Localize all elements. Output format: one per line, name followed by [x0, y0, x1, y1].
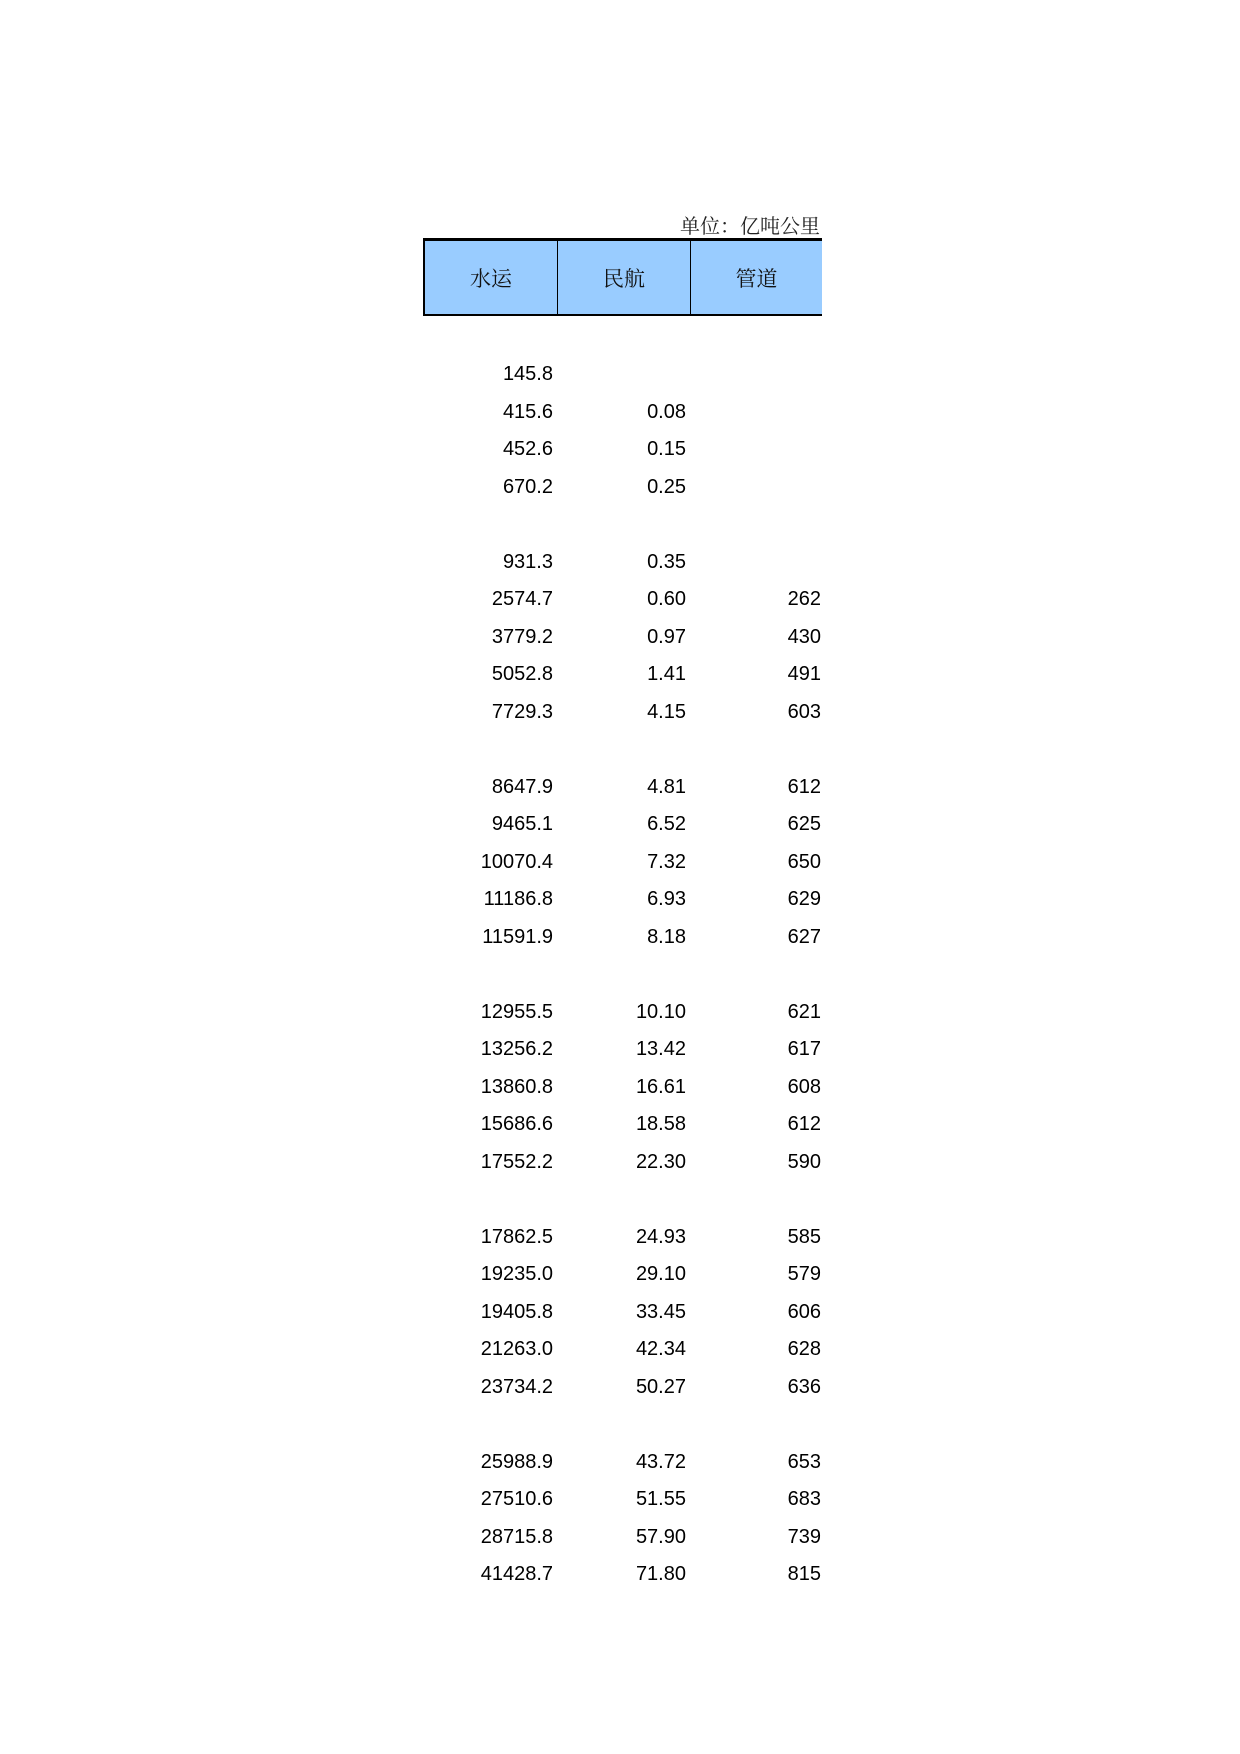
cell-pipeline: 612	[787, 1113, 821, 1135]
cell-water: 13860.8	[480, 1075, 553, 1098]
cell-aviation: 33.45	[635, 1300, 686, 1323]
table-row	[423, 1556, 823, 1593]
cell-aviation: 6.93	[647, 888, 686, 910]
cell-pipeline: 579	[787, 1263, 821, 1285]
table-row	[423, 394, 823, 431]
cell-aviation: 29.10	[635, 1263, 686, 1285]
cell-water: 21263.0	[480, 1338, 553, 1360]
cell-water: 7729.3	[491, 700, 553, 723]
cell-aviation: 0.15	[647, 438, 686, 460]
table-row	[423, 1256, 823, 1293]
cell-water: 17862.5	[480, 1225, 553, 1248]
cell-pipeline: 625	[787, 813, 821, 835]
cell-water: 11186.8	[483, 888, 553, 910]
unit-label: 单位：亿吨公里	[680, 214, 820, 238]
cell-pipeline: 430	[787, 625, 821, 648]
column-header-water: 水运	[425, 241, 558, 314]
cell-aviation: 43.72	[635, 1450, 686, 1473]
cell-pipeline: 621	[787, 1000, 821, 1023]
table-row	[423, 994, 823, 1031]
cell-water: 10070.4	[480, 850, 553, 873]
cell-pipeline: 628	[787, 1338, 821, 1360]
cell-aviation	[553, 356, 686, 393]
cell-water: 19235.0	[480, 1263, 553, 1285]
cell-water: 145.8	[502, 363, 553, 385]
table-header	[423, 238, 822, 316]
cell-pipeline: 815	[787, 1563, 821, 1585]
cell-pipeline	[686, 356, 821, 393]
cell-aviation: 4.15	[647, 700, 686, 723]
cell-pipeline: 739	[787, 1525, 821, 1548]
cell-pipeline: 627	[787, 925, 821, 948]
cell-water: 3779.2	[491, 625, 553, 648]
cell-aviation: 51.55	[635, 1488, 686, 1510]
cell-aviation: 13.42	[635, 1038, 686, 1060]
cell-water: 931.3	[502, 550, 553, 573]
cell-aviation: 0.35	[647, 550, 686, 573]
cell-pipeline: 629	[787, 888, 821, 910]
table-row	[423, 1031, 823, 1068]
cell-water: 19405.8	[480, 1300, 553, 1323]
cell-water: 41428.7	[480, 1563, 553, 1585]
cell-water: 11591.9	[482, 925, 553, 948]
cell-aviation: 22.30	[635, 1150, 686, 1173]
table-row	[423, 1069, 823, 1106]
table-row	[423, 1294, 823, 1331]
cell-aviation: 0.25	[647, 475, 686, 498]
cell-aviation: 71.80	[635, 1563, 686, 1585]
cell-aviation: 50.27	[635, 1375, 686, 1398]
table-row	[423, 469, 823, 506]
table-row	[423, 919, 823, 956]
table-row	[423, 656, 823, 693]
table-row	[423, 356, 823, 393]
column-header-aviation: 民航	[558, 241, 691, 314]
cell-pipeline: 491	[787, 663, 821, 685]
table-row	[423, 581, 823, 618]
cell-aviation: 0.97	[647, 625, 686, 648]
cell-aviation: 42.34	[635, 1338, 686, 1360]
cell-water: 25988.9	[480, 1450, 553, 1473]
table-row	[423, 1144, 823, 1181]
cell-water: 670.2	[502, 475, 553, 498]
table-row	[423, 1444, 823, 1481]
cell-water: 27510.6	[480, 1488, 553, 1510]
cell-aviation: 4.81	[647, 775, 686, 798]
cell-water: 15686.6	[480, 1113, 553, 1135]
table-row	[423, 1106, 823, 1143]
cell-pipeline: 612	[787, 775, 821, 798]
cell-pipeline: 617	[787, 1038, 821, 1060]
cell-pipeline: 636	[787, 1375, 821, 1398]
cell-water: 9465.1	[491, 813, 553, 835]
cell-pipeline	[686, 469, 821, 506]
table-row	[423, 1369, 823, 1406]
cell-water: 8647.9	[491, 775, 553, 798]
table-row	[423, 431, 823, 468]
cell-aviation: 8.18	[647, 925, 686, 948]
table-row	[423, 1481, 823, 1518]
cell-aviation: 1.41	[647, 663, 686, 685]
cell-aviation: 6.52	[647, 813, 686, 835]
cell-water: 12955.5	[480, 1000, 553, 1023]
cell-water: 2574.7	[491, 588, 553, 610]
cell-pipeline	[686, 431, 821, 468]
table-row	[423, 806, 823, 843]
cell-water: 28715.8	[480, 1525, 553, 1548]
cell-aviation: 16.61	[635, 1075, 686, 1098]
table-row	[423, 844, 823, 881]
cell-pipeline: 262	[787, 588, 821, 610]
cell-aviation: 24.93	[635, 1225, 686, 1248]
cell-pipeline: 603	[787, 700, 821, 723]
cell-aviation: 57.90	[635, 1525, 686, 1548]
cell-pipeline: 653	[787, 1450, 821, 1473]
table-row	[423, 1331, 823, 1368]
cell-water: 23734.2	[480, 1375, 553, 1398]
cell-water: 13256.2	[480, 1038, 553, 1060]
column-header-pipeline: 管道	[735, 266, 778, 291]
cell-pipeline: 683	[787, 1488, 821, 1510]
table-row	[423, 769, 823, 806]
cell-water: 415.6	[502, 400, 553, 423]
table-row	[423, 1519, 823, 1556]
cell-aviation: 10.10	[635, 1000, 686, 1023]
cell-pipeline: 606	[787, 1300, 821, 1323]
cell-aviation: 0.08	[647, 400, 686, 423]
cell-pipeline: 608	[787, 1075, 821, 1098]
cell-aviation: 7.32	[647, 850, 686, 873]
cell-pipeline	[686, 544, 821, 581]
cell-pipeline	[686, 394, 821, 431]
cell-water: 17552.2	[480, 1150, 553, 1173]
table-row	[423, 1219, 823, 1256]
table-row	[423, 544, 823, 581]
cell-pipeline: 650	[787, 850, 821, 873]
table-row	[423, 881, 823, 918]
cell-pipeline: 590	[787, 1150, 821, 1173]
cell-water: 5052.8	[491, 663, 553, 685]
table-row	[423, 619, 823, 656]
cell-aviation: 0.60	[647, 588, 686, 610]
table-row	[423, 694, 823, 731]
cell-aviation: 18.58	[635, 1113, 686, 1135]
cell-pipeline: 585	[787, 1225, 821, 1248]
cell-water: 452.6	[502, 438, 553, 460]
